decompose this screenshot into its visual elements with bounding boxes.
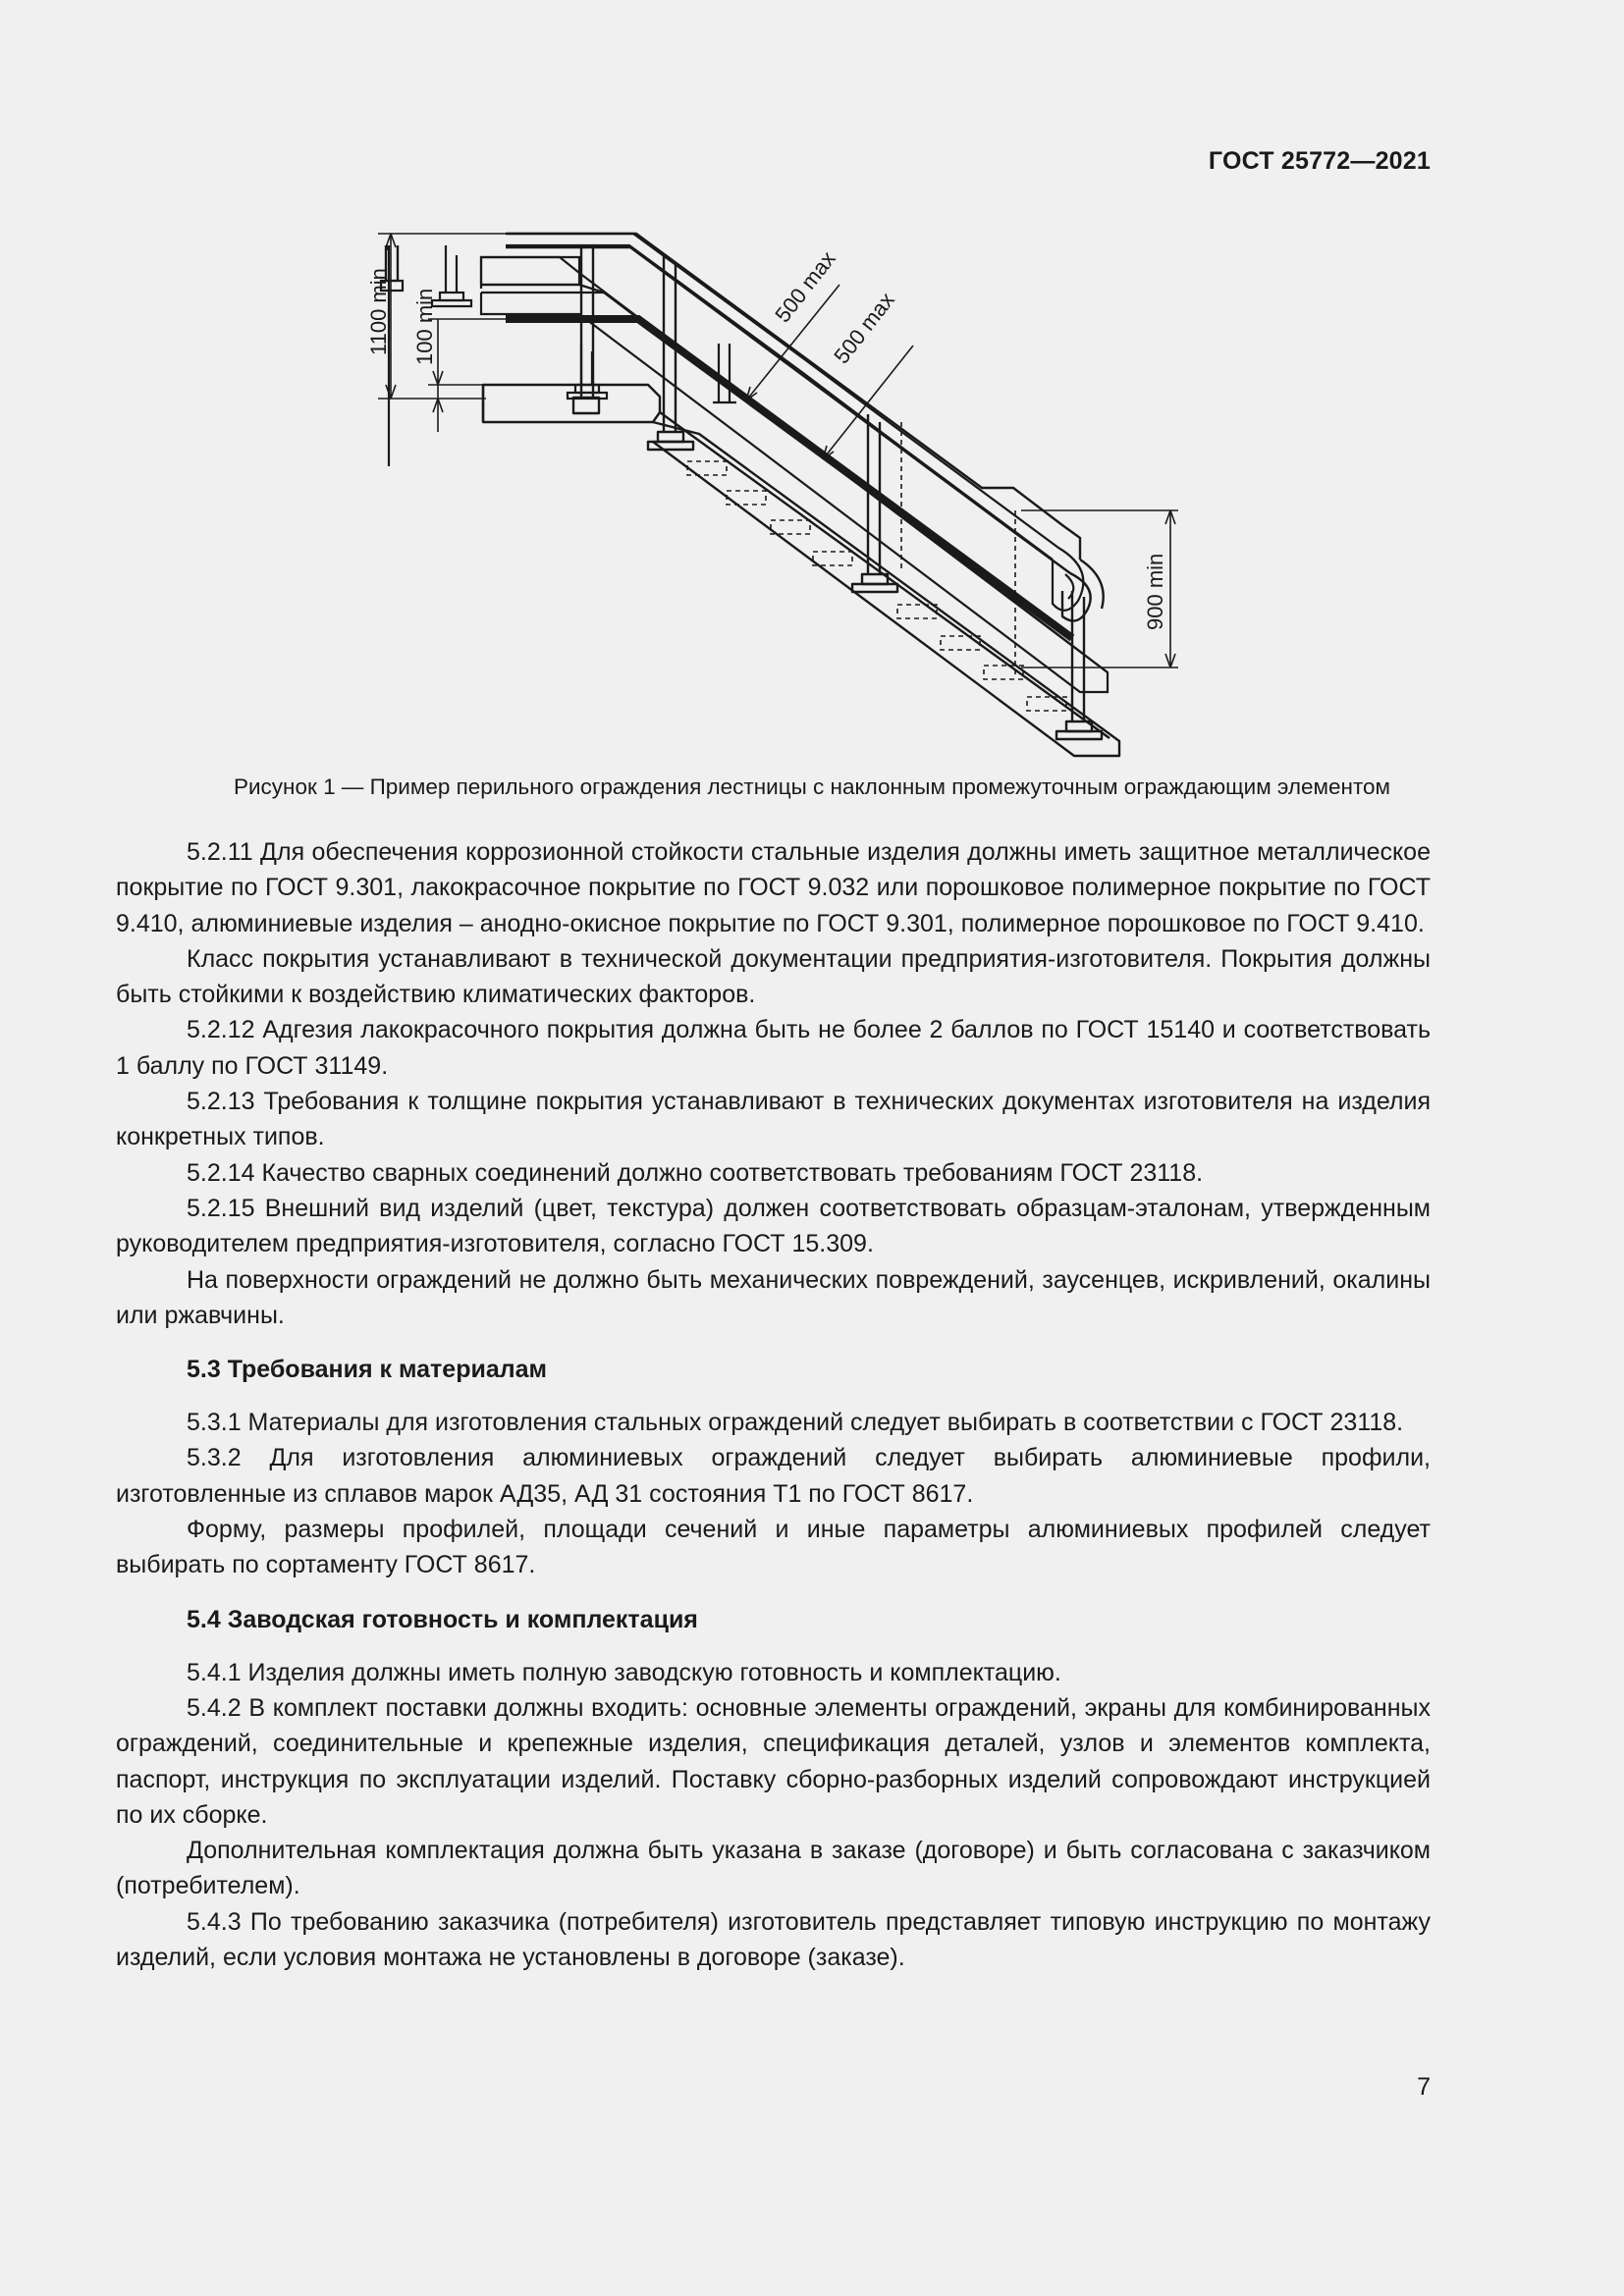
paragraph: Класс покрытия устанавливают в технической документации предприятия-изготовителя. Покрытия должны быть стойкими к воздействию климатических факторов. xyxy=(116,944,1431,1009)
figure-caption: Рисунок 1 — Пример перильного ограждения лестницы с наклонным промежуточным ограждающим элементом xyxy=(233,774,1390,799)
paragraph: 5.3.2 Для изготовления алюминиевых ограждений следует выбирать алюминиевые профили, изготовленные из сплавов марок АД35, АД 31 состояния Т1 по ГОСТ 8617. xyxy=(116,1444,1431,1508)
post-4 xyxy=(1072,591,1084,721)
page-number: 7 xyxy=(1417,2073,1431,2101)
dim-1100: 1100 min xyxy=(366,268,391,355)
paragraph: 5.4.1 Изделия должны иметь полную заводскую готовность и комплектацию. xyxy=(187,1658,1061,1686)
dim-100: 100 min xyxy=(412,288,437,365)
dim-900: 900 min xyxy=(1143,553,1167,630)
paragraph: 5.4.2 В комплект поставки должны входить: основные элементы ограждений, экраны для комбинированных ограждений, соединительные и крепежные изделия, спецификация деталей, узлов и элементов комплекта, паспорт, инструкция по эксплуатации изделий. Поставку сборно-разборных изделий сопровождают инструкцией по их сборке. xyxy=(116,1693,1431,1829)
dim-500-b: 500 max xyxy=(829,288,899,369)
landing xyxy=(483,385,660,422)
stringer xyxy=(653,422,1119,756)
paragraph: На поверхности ограждений не должно быть механических повреждений, заусенцев, искривлений, окалины или ржавчины. xyxy=(116,1265,1431,1329)
paragraph: 5.2.15 Внешний вид изделий (цвет, текстура) должен соответствовать образцам-эталонам, утвержденным руководителем предприятия-изготовителя, согласно ГОСТ 15.309. xyxy=(116,1194,1431,1258)
paragraph: 5.3.1 Материалы для изготовления стальных ограждений следует выбирать в соответствии с ГОСТ 23118. xyxy=(187,1409,1404,1437)
paragraph: 5.2.11 Для обеспечения коррозионной стойкости стальные изделия должны иметь защитное металлическое покрытие по ГОСТ 9.301, лакокрасочное покрытие по ГОСТ 9.032 или порошковое полимерное покрытие по ГОСТ 9.410, алюминиевые изделия – анодно-окисное покрытие по ГОСТ 9.301, полимерное порошковое по ГОСТ 9.410. xyxy=(116,838,1431,937)
railing-figure xyxy=(0,0,1624,785)
paragraph: 5.4.3 По требованию заказчика (потребителя) изготовитель представляет типовую инструкцию по монтажу изделий, если условия монтажа не установлены в договоре (заказе). xyxy=(116,1907,1431,1972)
paragraph: 5.2.14 Качество сварных соединений должно соответствовать требованиям ГОСТ 23118. xyxy=(187,1158,1204,1187)
body-text xyxy=(116,834,1431,1975)
paragraph: Форму, размеры профилей, площади сечений и иные параметры алюминиевых профилей следует выбирать по сортаменту ГОСТ 8617. xyxy=(116,1516,1431,1579)
paragraph: 5.2.12 Адгезия лакокрасочного покрытия должна быть не более 2 баллов по ГОСТ 15140 и соответствовать 1 баллу по ГОСТ 31149. xyxy=(116,1016,1431,1080)
intermediate-element xyxy=(506,319,1072,638)
dim-500-a: 500 max xyxy=(770,246,840,328)
section-heading-5-3: 5.3 Требования к материалам xyxy=(187,1356,548,1384)
paragraph: 5.2.13 Требования к толщине покрытия устанавливают в технических документах изготовителя на изделия конкретных типов. xyxy=(116,1088,1431,1151)
paragraph: Дополнительная комплектация должна быть указана в заказе (договоре) и быть согласована с заказчиком (потребителем). xyxy=(116,1837,1431,1900)
document-header: ГОСТ 25772—2021 xyxy=(1208,147,1431,175)
section-heading-5-4: 5.4 Заводская готовность и комплектация xyxy=(187,1605,698,1633)
